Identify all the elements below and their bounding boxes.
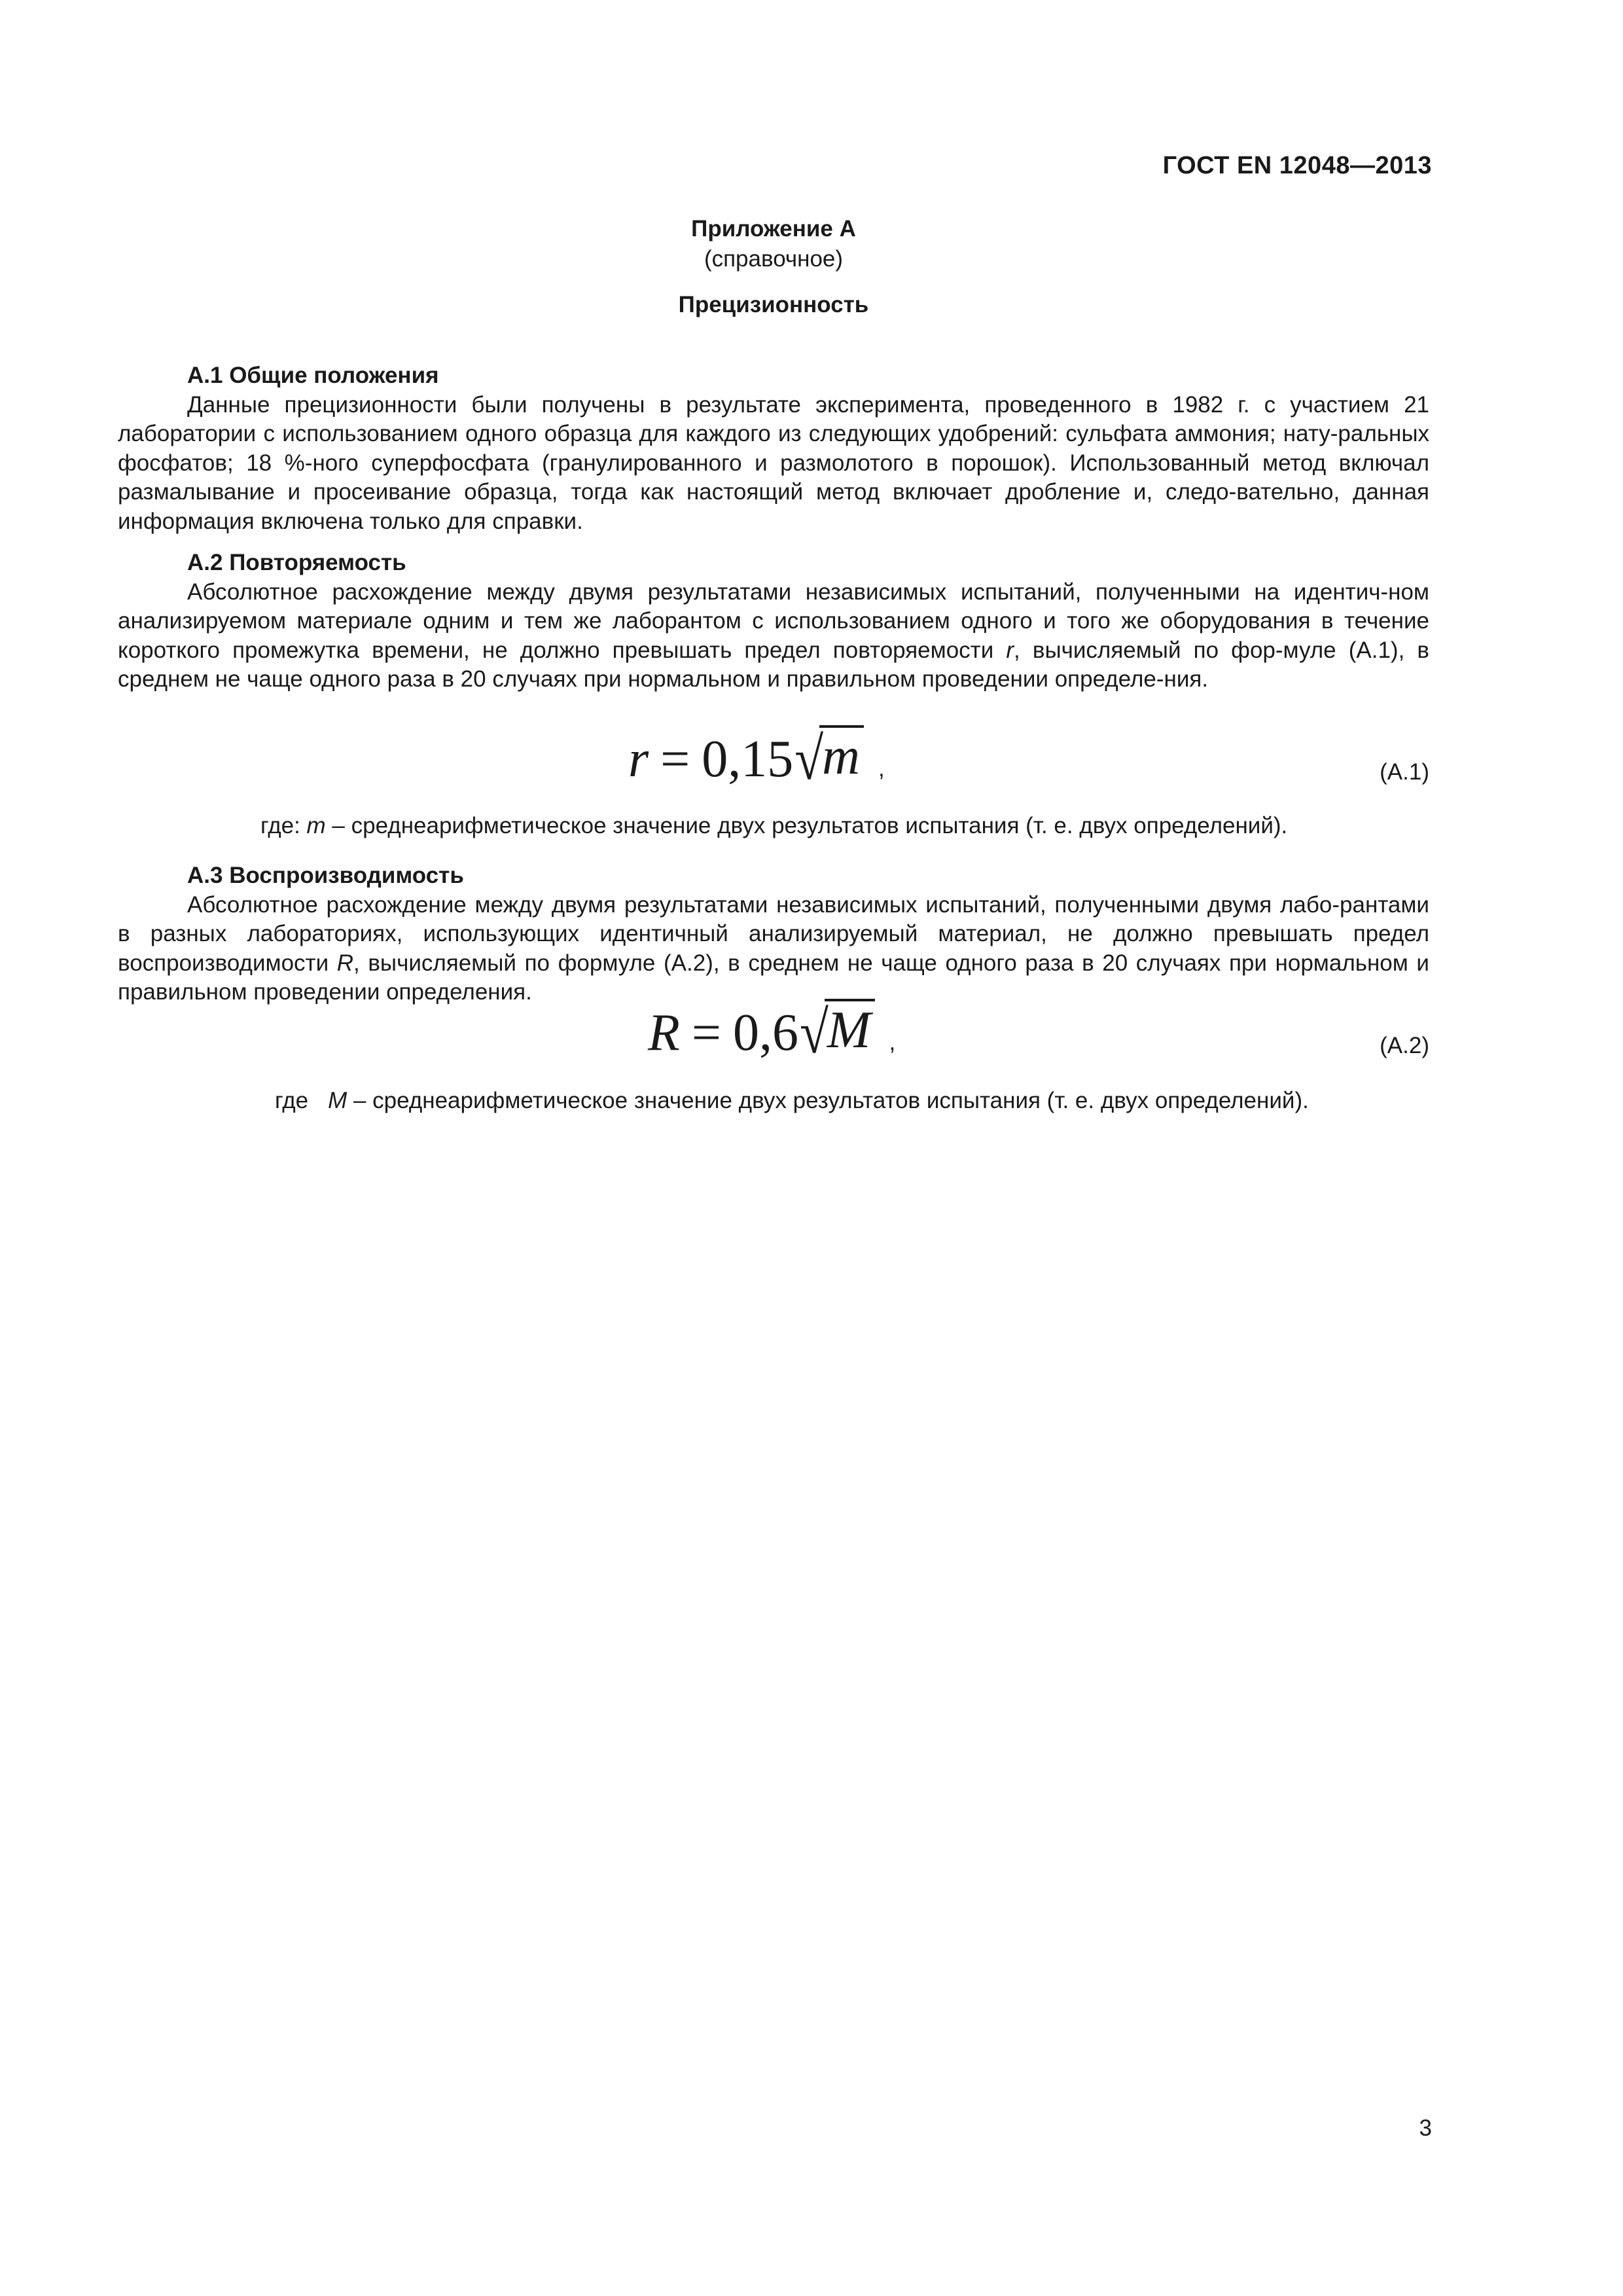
variable-r: r xyxy=(1006,637,1014,663)
annex-title: Приложение А xyxy=(691,216,856,242)
formula-expression xyxy=(628,725,885,802)
section-heading: А.3 Воспроизводимость xyxy=(187,863,464,888)
formula-comma: , xyxy=(889,1030,896,1055)
where-text: – среднеарифметическое значение двух результатов испытания (т. е. двух определений). xyxy=(347,1088,1309,1113)
formula-repeatability xyxy=(118,725,1429,804)
document-code: ГОСТ EN 12048—2013 xyxy=(1162,152,1432,179)
formula-reproducibility xyxy=(118,999,1429,1077)
section-paragraph xyxy=(118,891,1429,1007)
formula-coefficient: 0,15 xyxy=(702,730,794,788)
where-variable: m xyxy=(306,813,326,838)
paragraph-text: Абсолютное расхождение между двумя результатами независимых испытаний, полученными двумя лабо-рантами в разных лабораториях, использующих идентичный анализируемый материал, не должно превышать предел воспроизводимости xyxy=(118,891,1429,976)
section-paragraph: Данные прецизионности были получены в результате эксперимента, проведенного в 1982 г. с участием 21 лаборатории с использованием одного образца для каждого из следующих удобрений: сульфата аммония; нату-ральных фосфатов; 18 %-ного суперфосфата (гранулированного и размолотого в порошок). Использованный метод включал размалывание и просеивание образца, тогда как настоящий метод включает дробление и, следо-вательно, данная информация включена только для справки. xyxy=(118,391,1429,534)
radical-sign-icon: √ xyxy=(800,999,829,1066)
formula-radicand: m xyxy=(819,725,864,785)
section-reproducibility xyxy=(118,861,1429,1007)
square-root xyxy=(794,725,864,792)
formula-coefficient: 0,6 xyxy=(733,1004,798,1062)
section-general xyxy=(118,361,1429,536)
where-variable: M xyxy=(328,1088,348,1113)
formula-lhs: r xyxy=(628,730,649,788)
formula-equals: = xyxy=(691,1004,721,1062)
where-text: – среднеарифметическое значение двух результатов испытания (т. е. двух определений). xyxy=(325,813,1288,838)
annex-type: (справочное) xyxy=(704,246,844,272)
section-heading: А.2 Повторяемость xyxy=(187,550,406,575)
section-heading: А.1 Общие положения xyxy=(187,363,439,388)
paragraph-text: , вычисляемый по фор-муле (А.1), в среднем не чаще одного раза в 20 случаях при нормальном и правильном проведении определе-ния. xyxy=(118,637,1429,692)
radical-sign-icon: √ xyxy=(794,726,824,793)
formula-comma: , xyxy=(878,756,885,781)
formula-radicand: M xyxy=(825,999,875,1059)
paragraph-text: Абсолютное расхождение между двумя результатами независимых испытаний, полученными на идентич-ном анализируемом материале одним и тем же лаборантом с использованием одного и того же оборудования в течение короткого промежутка времени, не должно превышать предел повторяемости xyxy=(118,579,1429,663)
formula-explanation xyxy=(275,1086,1309,1115)
formula-equals: = xyxy=(660,730,690,788)
formula-number: (А.1) xyxy=(1380,759,1429,785)
section-repeatability xyxy=(118,548,1429,694)
formula-number: (А.2) xyxy=(1380,1033,1429,1058)
paragraph-text: , вычисляемый по формуле (А.2), в среднем не чаще одного раза в 20 случаях при нормальном и правильном проведении определения. xyxy=(118,950,1429,1005)
where-word: где: xyxy=(260,813,300,838)
page-number: 3 xyxy=(1419,2115,1432,2141)
annex-heading: Прецизионность xyxy=(678,292,869,317)
section-paragraph xyxy=(118,578,1429,694)
formula-explanation xyxy=(260,812,1287,840)
formula-expression xyxy=(648,999,895,1075)
where-word: где xyxy=(275,1088,309,1113)
variable-R: R xyxy=(336,950,354,976)
formula-lhs: R xyxy=(648,1004,680,1062)
square-root xyxy=(800,999,875,1066)
